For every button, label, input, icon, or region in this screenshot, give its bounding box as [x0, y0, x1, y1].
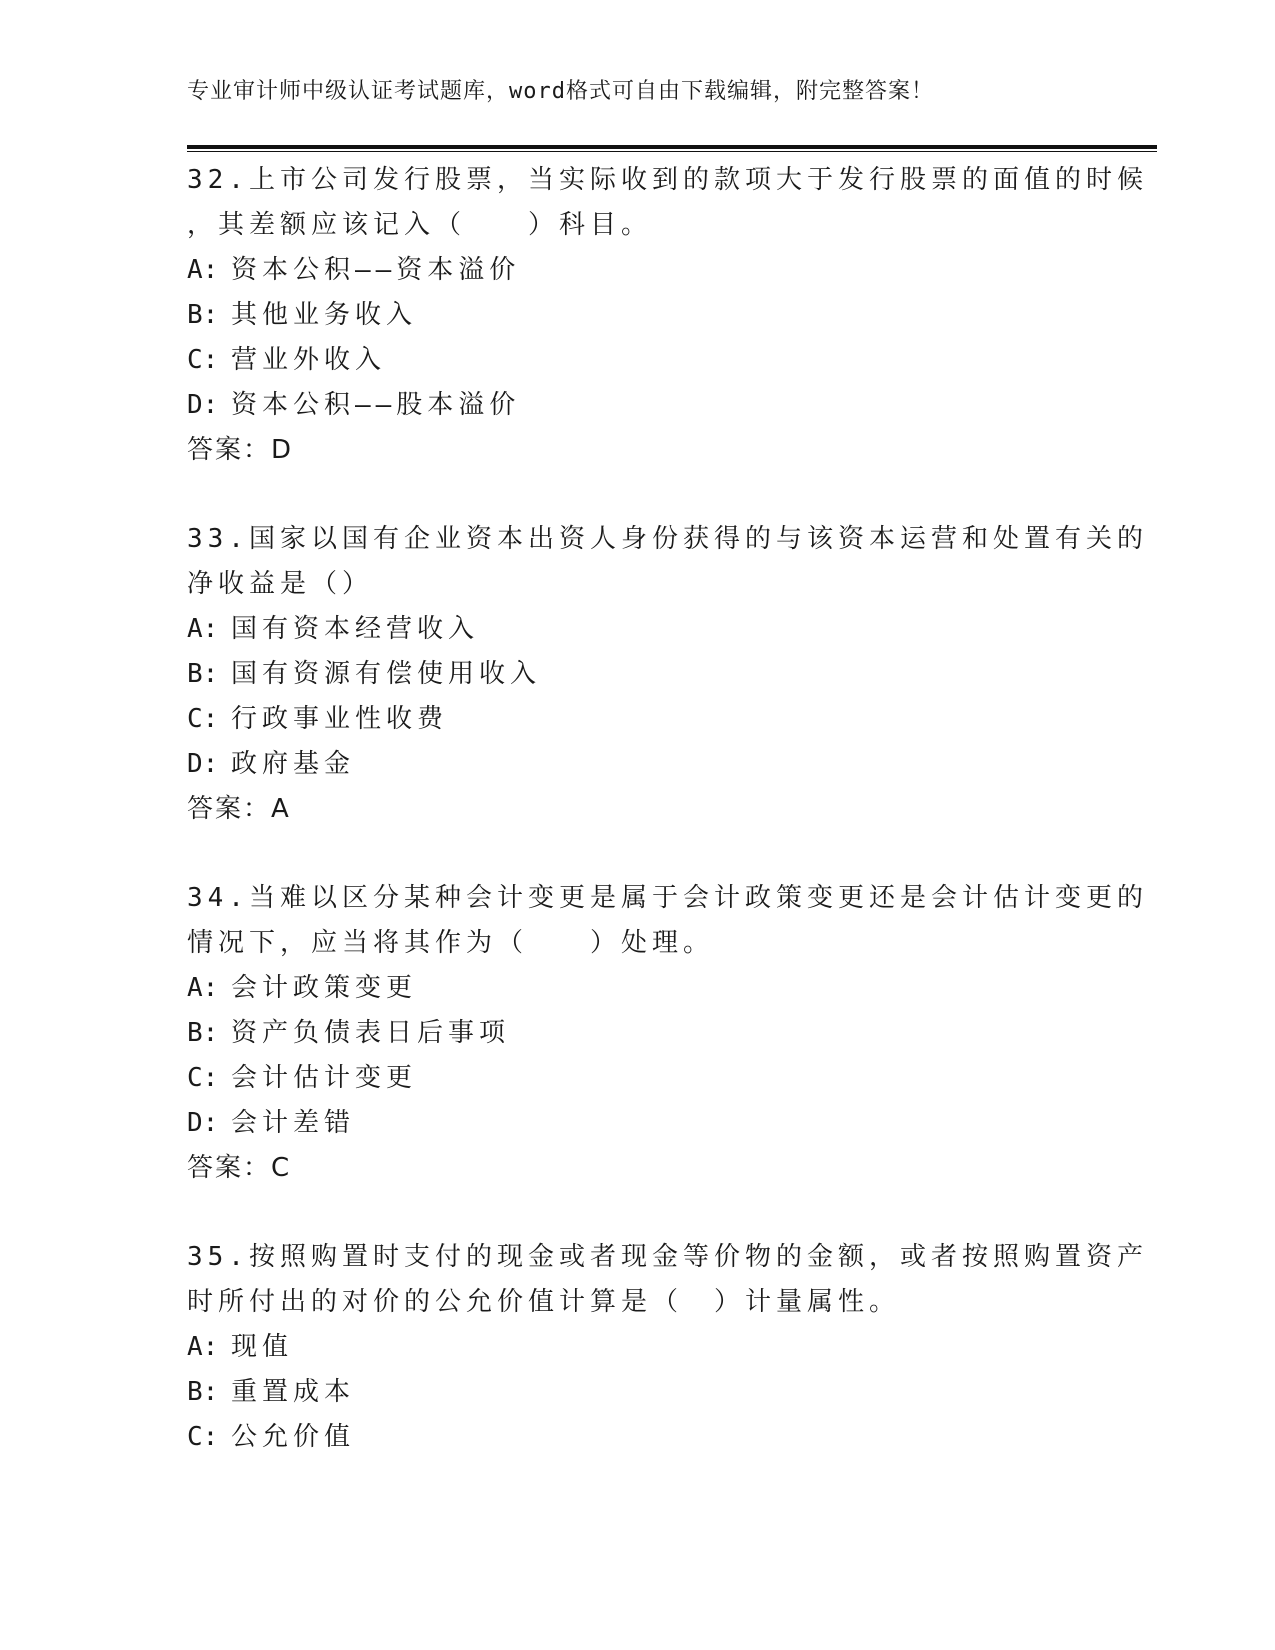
option-letter: D: [187, 749, 219, 779]
option-letter: C: [187, 345, 219, 375]
option-c [187, 1056, 1087, 1101]
document-header: 专业审计师中级认证考试题库，word格式可自由下载编辑，附完整答案！ [187, 79, 934, 104]
header-rule-thick [187, 145, 1157, 149]
option-letter: A: [187, 973, 219, 1003]
option-letter: A: [187, 255, 219, 285]
question-34 [187, 876, 1148, 1191]
option-c [187, 1415, 1087, 1460]
question-35 [187, 1235, 1148, 1460]
option-text: 会计差错 [231, 1108, 356, 1138]
question-stem [187, 517, 1148, 607]
question-33 [187, 517, 1148, 832]
option-text: 国有资源有偿使用收入 [231, 659, 542, 689]
question-stem-line: 情况下，应当将其作为（ ）处理。 [187, 928, 715, 958]
question-stem [187, 1235, 1148, 1325]
question-stem [187, 876, 1148, 966]
option-text: 营业外收入 [231, 345, 387, 375]
option-letter: B: [187, 300, 219, 330]
header-rule-thin [187, 151, 1157, 152]
option-b [187, 293, 1087, 338]
option-b [187, 652, 1087, 697]
option-a [187, 607, 1087, 652]
question-stem-line: 33.国家以国有企业资本出资人身份获得的与该资本运营和处置有关的 [187, 524, 1148, 554]
question-stem-line: ，其差额应该记入（ ）科目。 [187, 210, 653, 240]
option-b [187, 1370, 1087, 1415]
option-letter: C: [187, 704, 219, 734]
option-d [187, 742, 1087, 787]
option-letter: D: [187, 390, 219, 420]
option-text: 资产负债表日后事项 [231, 1018, 511, 1048]
option-c [187, 338, 1087, 383]
option-a [187, 966, 1087, 1011]
option-text: 其他业务收入 [231, 300, 418, 330]
option-letter: C: [187, 1063, 219, 1093]
question-stem-line: 净收益是（） [187, 569, 374, 599]
question-stem-line: 34.当难以区分某种会计变更是属于会计政策变更还是会计估计变更的 [187, 883, 1148, 913]
option-text: 资本公积——资本溢价 [231, 255, 521, 285]
option-text: 公允价值 [231, 1422, 356, 1452]
answer: 答案：D [187, 435, 294, 465]
question-stem-line: 32.上市公司发行股票，当实际收到的款项大于发行股票的面值的时候 [187, 165, 1148, 195]
option-text: 行政事业性收费 [231, 704, 449, 734]
answer: 答案：C [187, 1153, 292, 1183]
option-letter: A: [187, 614, 219, 644]
option-text: 会计估计变更 [231, 1063, 418, 1093]
option-text: 现值 [231, 1332, 294, 1362]
option-text: 国有资本经营收入 [231, 614, 480, 644]
option-text: 会计政策变更 [231, 973, 418, 1003]
option-letter: A: [187, 1332, 219, 1362]
option-letter: B: [187, 1377, 219, 1407]
option-a [187, 1325, 1087, 1370]
option-text: 重置成本 [231, 1377, 356, 1407]
option-a [187, 248, 1087, 293]
question-stem [187, 158, 1148, 248]
option-letter: C: [187, 1422, 219, 1452]
question-32 [187, 158, 1148, 473]
option-b [187, 1011, 1087, 1056]
answer: 答案：A [187, 794, 291, 824]
question-list [187, 158, 1148, 1504]
option-text: 资本公积——股本溢价 [231, 390, 521, 420]
option-d [187, 383, 1087, 428]
option-text: 政府基金 [231, 749, 356, 779]
option-letter: B: [187, 1018, 219, 1048]
option-letter: B: [187, 659, 219, 689]
option-c [187, 697, 1087, 742]
option-letter: D: [187, 1108, 219, 1138]
question-stem-line: 时所付出的对价的公允价值计算是（ ）计量属性。 [187, 1287, 901, 1317]
option-d [187, 1101, 1087, 1146]
question-stem-line: 35.按照购置时支付的现金或者现金等价物的金额，或者按照购置资产 [187, 1242, 1148, 1272]
